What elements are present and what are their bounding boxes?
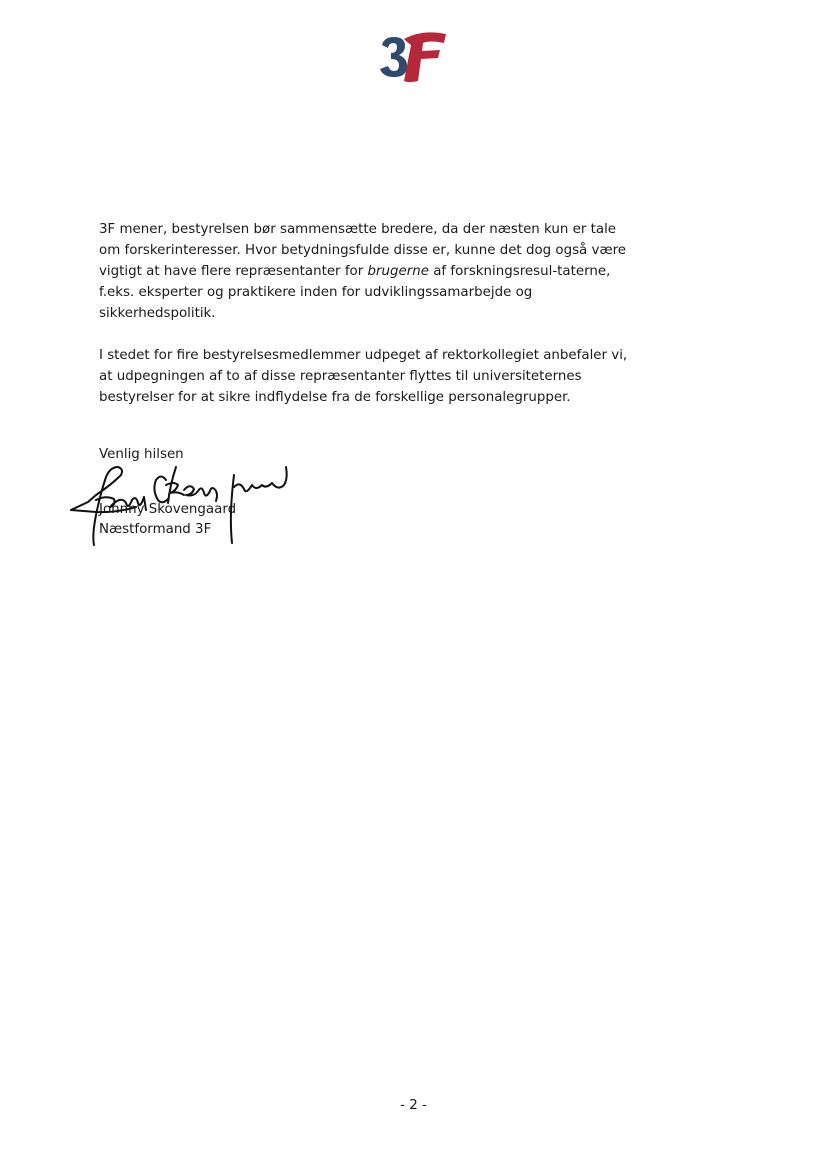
emphasis-brugerne: brugerne — [367, 264, 429, 279]
paragraph-2: I stedet for fire bestyrelsesmedlemmer udpeget af rektorkollegiet anbefaler vi, at udpegningen af to af disse repræsentanter flyttes til universiteternes bestyrelser for at sikre indflydelse fra de forskellige personalegrupper. — [99, 348, 628, 405]
signatory-name: Johnny Skovengaard — [99, 502, 237, 517]
3f-logo-icon — [378, 31, 450, 85]
paragraph-1: 3F mener, bestyrelsen bør sammensætte bredere, da der næsten kun er tale om forskerinteresser. Hvor betydningsfulde disse er, kunne det dog også være vigtigt at have flere repræsentanter for brugerne af forskningsresul-taterne, f.eks. eksperter og praktikere inden for udviklingssamarbejde og sikkerhedspolitik. — [99, 222, 627, 321]
signatory-title: Næstformand 3F — [99, 522, 212, 537]
handwritten-signature-icon — [66, 455, 296, 550]
page-number: - 2 - — [400, 1098, 427, 1113]
letter-body — [99, 219, 639, 429]
greeting: Venlig hilsen — [99, 447, 184, 462]
